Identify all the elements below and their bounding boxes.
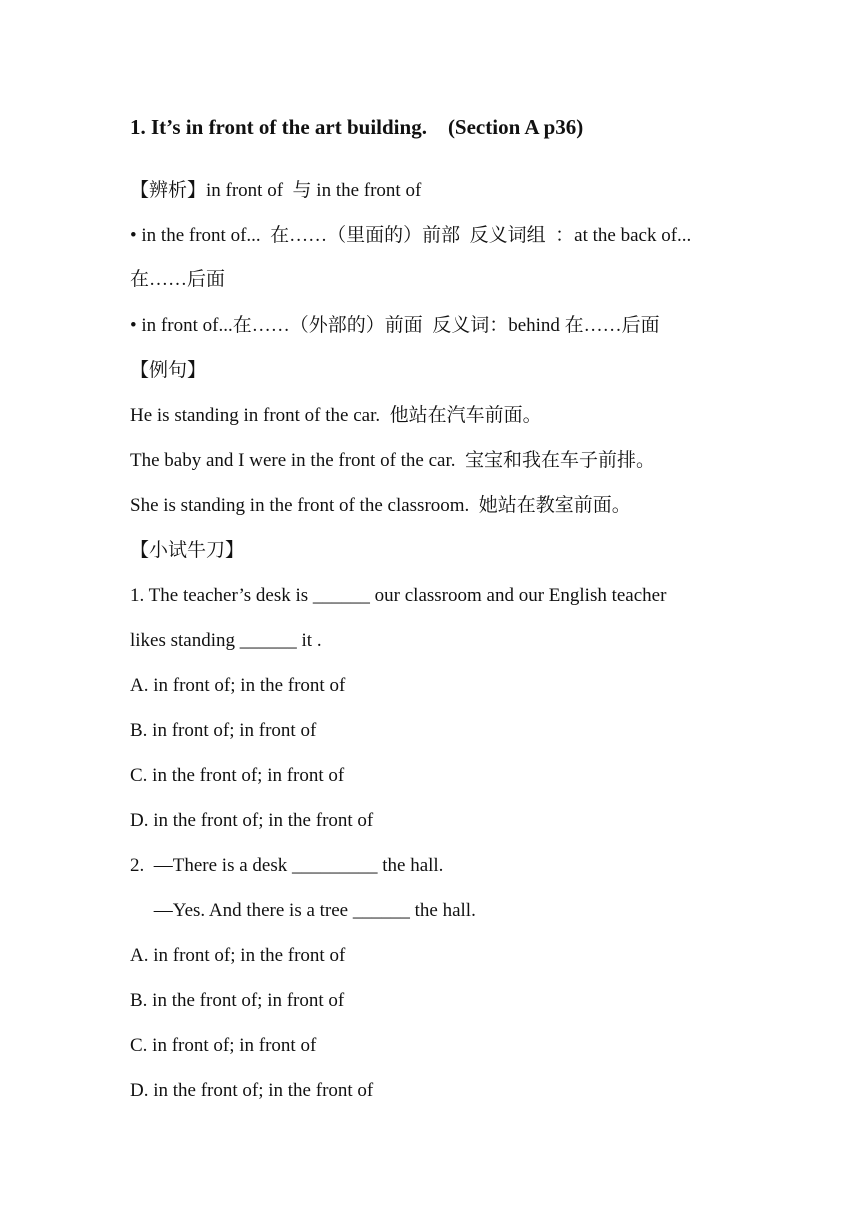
question-2-line-1: 2. —There is a desk _________ the hall.: [130, 855, 444, 876]
question-1-option-b: B. in front of; in front of: [130, 720, 317, 741]
question-1-line-1: 1. The teacher’s desk is ______ our classroom and our English teacher: [130, 585, 667, 606]
question-2-option-d: D. in the front of; in the front of: [130, 1080, 374, 1101]
question-1-option-c: C. in the front of; in front of: [130, 765, 345, 786]
question-2-option-c: C. in front of; in front of: [130, 1035, 317, 1056]
analysis-heading: 【辨析】in front of 与 in the front of: [130, 180, 422, 201]
question-1-option-d: D. in the front of; in the front of: [130, 810, 374, 831]
example-sentence-2: The baby and I were in the front of the car. 宝宝和我在车子前排。: [130, 450, 656, 471]
question-1-option-a: A. in front of; in the front of: [130, 675, 346, 696]
analysis-point-2: • in front of...在……（外部的）前面 反义词：behind 在……后面: [130, 315, 660, 336]
question-2-line-2: —Yes. And there is a tree ______ the hall.: [130, 900, 476, 921]
analysis-point-1-line-1: • in the front of... 在……（里面的）前部 反义词组 ：at the back of...: [130, 225, 692, 246]
analysis-point-1-line-2: 在……后面: [130, 269, 226, 290]
question-2-option-b: B. in the front of; in front of: [130, 990, 345, 1011]
question-2-option-a: A. in front of; in the front of: [130, 945, 346, 966]
example-sentence-3: She is standing in the front of the classroom. 她站在教室前面。: [130, 495, 631, 516]
document-title: 1. It’s in front of the art building. (Section A p36): [130, 115, 584, 139]
example-sentence-1: He is standing in front of the car. 他站在汽车前面。: [130, 405, 542, 426]
examples-heading: 【例句】: [130, 360, 207, 381]
practice-heading: 【小试牛刀】: [130, 540, 245, 561]
question-1-line-2: likes standing ______ it .: [130, 630, 322, 651]
